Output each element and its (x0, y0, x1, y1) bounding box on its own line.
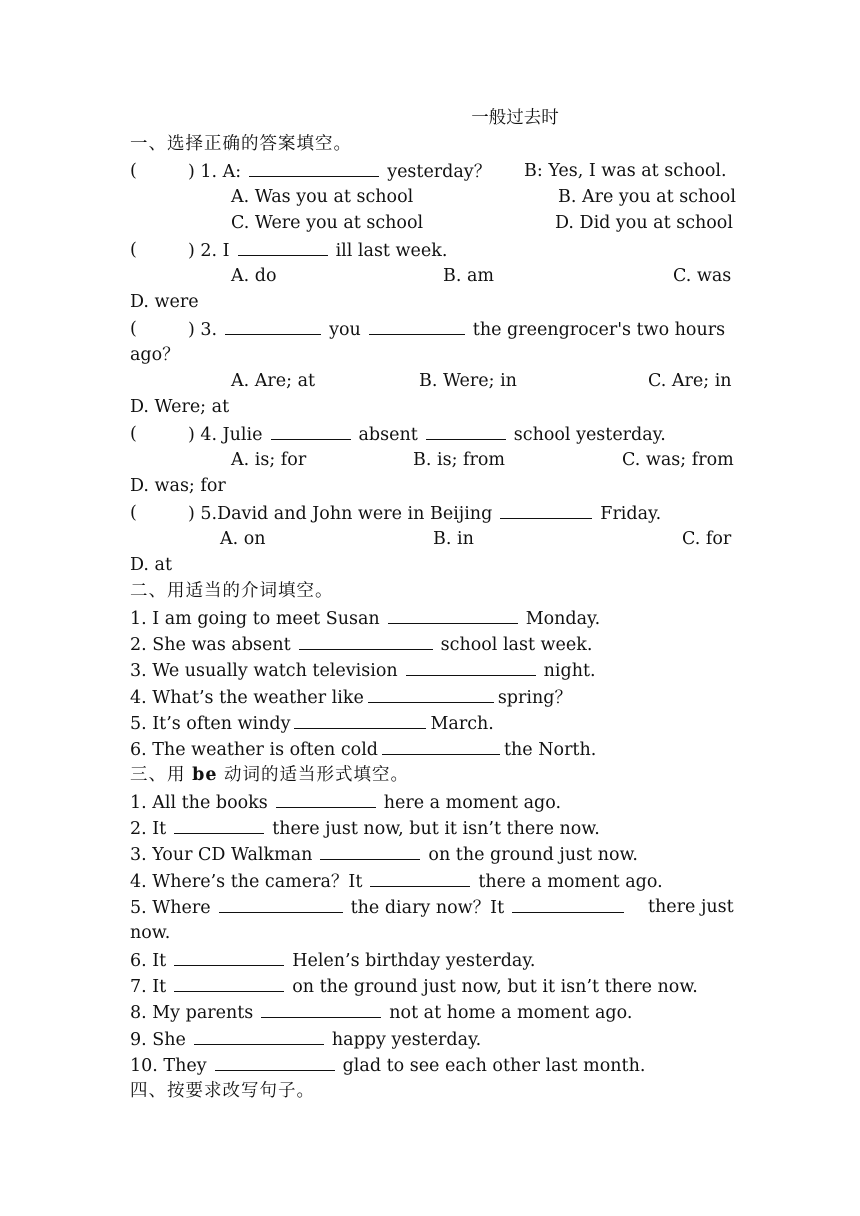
answer-blank[interactable] (271, 421, 351, 440)
answer-blank[interactable] (225, 316, 321, 335)
prep-item: 4. What’s the weather like spring？ (130, 684, 732, 710)
q5-paren-open: ( (130, 503, 137, 523)
q2-stem: ) 2. I ill last week. (188, 237, 447, 264)
be-item-5-continuation: now. (130, 923, 171, 943)
q4-stem: ) 4. Julie absent school yesterday. (188, 421, 666, 448)
q3-option-c[interactable]: C. Are; in (648, 371, 732, 391)
page-title: 一般过去时 (471, 108, 559, 128)
answer-blank[interactable] (219, 894, 343, 913)
question-3 (130, 316, 732, 342)
q4-option-c[interactable]: C. was; from (622, 450, 734, 470)
be-item: 4. Where’s the camera？It there a moment ago. (130, 868, 732, 894)
q5-option-a[interactable]: A. on (220, 529, 266, 549)
section-3-heading: 三、用 be 动词的适当形式填空。 (130, 765, 410, 785)
answer-blank[interactable] (512, 894, 624, 913)
section-2-heading: 二、用适当的介词填空。 (130, 581, 334, 601)
q2-paren-open: ( (130, 240, 137, 260)
be-item-5-tail: there just (648, 897, 734, 917)
q1-option-d[interactable]: D. Did you at school (555, 213, 733, 233)
be-item: 7. It on the ground just now, but it isn’t there now. (130, 973, 732, 999)
q4-option-b[interactable]: B. is; from (413, 450, 505, 470)
q5-option-d[interactable]: D. at (130, 555, 172, 575)
answer-blank[interactable] (238, 237, 328, 256)
answer-blank[interactable] (276, 789, 376, 808)
q1-reply: B: Yes, I was at school. (524, 161, 727, 181)
be-item: 1. All the books here a moment ago. (130, 789, 732, 815)
q5-option-b[interactable]: B. in (433, 529, 474, 549)
be-item: 2. It there just now, but it isn’t there now. (130, 815, 732, 841)
q5-options (130, 526, 732, 552)
answer-blank[interactable] (174, 947, 284, 966)
q2-option-a[interactable]: A. do (231, 266, 277, 286)
q3-options (130, 368, 732, 394)
question-2 (130, 237, 732, 263)
q2-options (130, 263, 732, 289)
q5-option-c[interactable]: C. for (682, 529, 732, 549)
q2-option-b[interactable]: B. am (443, 266, 495, 286)
answer-blank[interactable] (426, 421, 506, 440)
answer-blank[interactable] (174, 815, 264, 834)
be-item-5-stem: 5. Where the diary now？It (130, 894, 632, 921)
q1-paren-open: ( (130, 161, 137, 181)
be-item: 9. She happy yesterday. (130, 1026, 732, 1052)
q1-stem: ) 1. A: yesterday？ (188, 158, 491, 185)
q3-option-a[interactable]: A. Are; at (231, 371, 316, 391)
answer-blank[interactable] (370, 868, 470, 887)
q3-paren-open: ( (130, 319, 137, 339)
answer-blank[interactable] (294, 710, 426, 729)
q5-stem: ) 5.David and John were in Beijing Friday. (188, 500, 661, 527)
answer-blank[interactable] (369, 316, 465, 335)
prep-item: 1. I am going to meet Susan Monday. (130, 605, 732, 631)
be-item: 3. Your CD Walkman on the ground just now. (130, 841, 732, 867)
answer-blank[interactable] (174, 973, 284, 992)
q1-option-b[interactable]: B. Are you at school (558, 187, 736, 207)
q4-options (130, 447, 732, 473)
question-1 (130, 158, 732, 184)
q4-option-a[interactable]: A. is; for (231, 450, 307, 470)
prep-item: 6. The weather is often cold the North. (130, 736, 732, 762)
answer-blank[interactable] (194, 1026, 324, 1045)
q2-option-c[interactable]: C. was (673, 266, 732, 286)
prep-item: 5. It’s often windy March. (130, 710, 732, 736)
q2-option-d[interactable]: D. were (130, 292, 199, 312)
question-4 (130, 421, 732, 447)
q3-continuation: ago？ (130, 345, 180, 365)
q4-paren-open: ( (130, 424, 137, 444)
be-item: 10. They glad to see each other last month. (130, 1052, 732, 1078)
be-item: 8. My parents not at home a moment ago. (130, 999, 732, 1025)
answer-blank[interactable] (406, 657, 536, 676)
q1-options-row1 (130, 184, 736, 210)
answer-blank[interactable] (320, 841, 420, 860)
q3-option-b[interactable]: B. Were; in (419, 371, 517, 391)
question-5 (130, 500, 732, 526)
answer-blank[interactable] (299, 631, 433, 650)
q1-options-row2 (130, 210, 732, 236)
prep-item: 3. We usually watch television night. (130, 657, 732, 683)
q1-option-a[interactable]: A. Was you at school (231, 187, 414, 207)
answer-blank[interactable] (388, 605, 518, 624)
q3-option-d[interactable]: D. Were; at (130, 397, 230, 417)
answer-blank[interactable] (368, 684, 494, 703)
prep-item: 2. She was absent school last week. (130, 631, 732, 657)
answer-blank[interactable] (382, 736, 500, 755)
q1-option-c[interactable]: C. Were you at school (231, 213, 424, 233)
answer-blank[interactable] (500, 500, 592, 519)
be-item: 6. It Helen’s birthday yesterday. (130, 947, 732, 973)
answer-blank[interactable] (215, 1052, 335, 1071)
answer-blank[interactable] (261, 999, 381, 1018)
section-4-heading: 四、按要求改写句子。 (130, 1081, 315, 1101)
section-1-heading: 一、选择正确的答案填空。 (130, 134, 352, 154)
q3-stem: ) 3. you the greengrocer's two hours (188, 316, 725, 343)
answer-blank[interactable] (249, 158, 379, 177)
q4-option-d[interactable]: D. was; for (130, 476, 226, 496)
be-item (130, 894, 732, 920)
